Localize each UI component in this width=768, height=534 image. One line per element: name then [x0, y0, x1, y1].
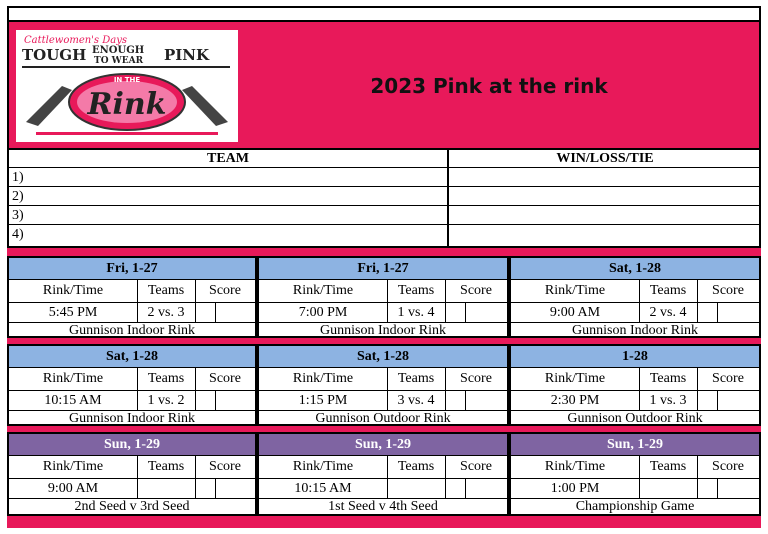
game-teams: 1 vs. 3 — [639, 391, 698, 410]
game-location: Gunnison Indoor Rink — [69, 411, 195, 425]
game-time: 9:00 AM — [511, 303, 640, 322]
result-cell — [449, 168, 761, 187]
logo-tough: TOUGH — [22, 46, 87, 64]
game-day: Sat, 1-28 — [9, 346, 255, 368]
game-teams: 2 vs. 4 — [639, 303, 698, 322]
page-title: 2023 Pink at the rink — [370, 74, 608, 98]
logo-in-the: IN THE — [113, 76, 141, 84]
team-column — [9, 150, 449, 246]
game-teams: 2 vs. 3 — [137, 303, 196, 322]
game-card: Sun, 1-29 Rink/Time Teams Score 1:00 PM Championship Game — [509, 432, 761, 516]
game-card: Sat, 1-28 Rink/Time Teams Score 1:15 PM 3 vs. 4 Gunnison Outdoor Rink — [257, 344, 509, 426]
game-row-2 — [7, 344, 761, 426]
top-strip — [7, 6, 761, 22]
game-teams — [639, 479, 698, 498]
game-card: Sat, 1-28 Rink/Time Teams Score 9:00 AM 2 vs. 4 Gunnison Indoor Rink — [509, 256, 761, 338]
event-logo — [16, 30, 238, 142]
game-day: Sat, 1-28 — [511, 258, 759, 280]
game-card: Sun, 1-29 Rink/Time Teams Score 10:15 AM 1st Seed v 4th Seed — [257, 432, 509, 516]
result-cell — [449, 187, 761, 206]
logo-pink: PINK — [164, 46, 210, 64]
game-day: 1-28 — [511, 346, 759, 368]
team-table — [7, 150, 761, 248]
game-day: Sun, 1-29 — [511, 434, 759, 456]
game-card: Sat, 1-28 Rink/Time Teams Score 10:15 AM 1 vs. 2 Gunnison Indoor Rink — [7, 344, 257, 426]
logo-graphic — [16, 30, 238, 142]
game-location: Gunnison Outdoor Rink — [315, 411, 451, 425]
logo-rink: Rink — [87, 87, 167, 122]
game-teams: 1 vs. 2 — [137, 391, 196, 410]
banner — [7, 22, 761, 150]
game-row-1 — [7, 256, 761, 338]
game-location: Championship Game — [575, 499, 695, 513]
game-day: Fri, 1-27 — [259, 258, 507, 280]
result-header: WIN/LOSS/TIE — [449, 150, 761, 168]
game-day: Sun, 1-29 — [9, 434, 255, 456]
schedule-sheet — [7, 6, 761, 528]
logo-script: Cattlewomen's Days — [24, 35, 128, 46]
team-row: 2) — [9, 187, 447, 206]
game-day: Sat, 1-28 — [259, 346, 507, 368]
game-teams: 1 vs. 4 — [387, 303, 446, 322]
game-location: Gunnison Indoor Rink — [572, 323, 698, 337]
game-time: 1:00 PM — [511, 479, 640, 498]
game-teams — [137, 479, 196, 498]
game-location: Gunnison Outdoor Rink — [567, 411, 703, 425]
game-card: Sun, 1-29 Rink/Time Teams Score 9:00 AM 2nd Seed v 3rd Seed — [7, 432, 257, 516]
game-time: 5:45 PM — [9, 303, 138, 322]
divider-bar — [7, 248, 761, 256]
result-cell — [449, 225, 761, 244]
game-time: 7:00 PM — [259, 303, 388, 322]
team-header: TEAM — [9, 150, 447, 168]
game-row-3 — [7, 432, 761, 516]
result-cell — [449, 206, 761, 225]
team-row: 4) — [12, 227, 24, 242]
game-location: 1st Seed v 4th Seed — [328, 499, 438, 513]
game-card: Fri, 1-27 Rink/Time Teams Score 5:45 PM 2 vs. 3 Gunnison Indoor Rink — [7, 256, 257, 338]
logo-to-wear: TO WEAR — [94, 56, 144, 66]
game-location: Gunnison Indoor Rink — [320, 323, 446, 337]
game-card: 1-28 Rink/Time Teams Score 2:30 PM 1 vs. 3 Gunnison Outdoor Rink — [509, 344, 761, 426]
game-location: Gunnison Indoor Rink — [69, 323, 195, 337]
game-card: Fri, 1-27 Rink/Time Teams Score 7:00 PM 1 vs. 4 Gunnison Indoor Rink — [257, 256, 509, 338]
game-day: Fri, 1-27 — [9, 258, 255, 280]
game-time: 2:30 PM — [511, 391, 640, 410]
game-teams — [387, 479, 446, 498]
game-teams: 3 vs. 4 — [387, 391, 446, 410]
game-time: 9:00 AM — [9, 479, 138, 498]
game-time: 10:15 AM — [9, 391, 138, 410]
game-time: 10:15 AM — [259, 479, 388, 498]
result-column — [449, 150, 761, 246]
game-location: 2nd Seed v 3rd Seed — [74, 499, 190, 513]
bottom-bar — [7, 516, 761, 528]
game-day: Sun, 1-29 — [259, 434, 507, 456]
team-row: 3) — [9, 206, 447, 225]
team-row: 1) — [9, 168, 447, 187]
logo-enough: ENOUGH — [92, 45, 145, 56]
game-time: 1:15 PM — [259, 391, 388, 410]
